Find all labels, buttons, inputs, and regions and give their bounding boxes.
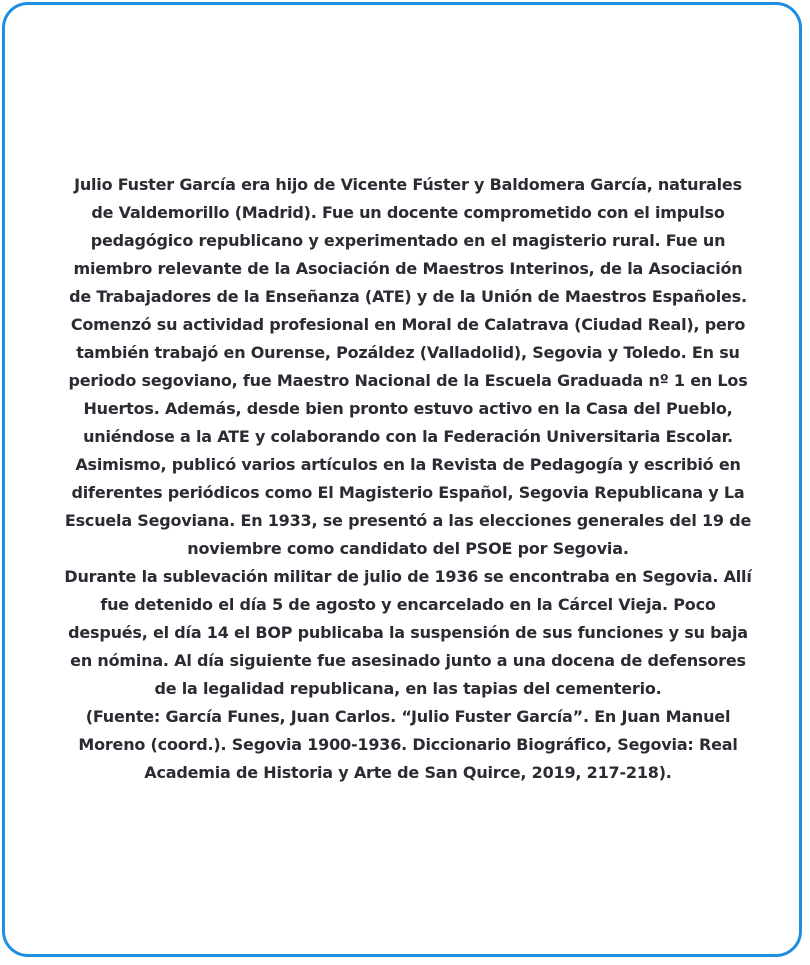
source-citation: (Fuente: García Funes, Juan Carlos. “Julio Fuster García”. En Juan Manuel Moreno (coord.). Segovia 1900-1936. Diccionario Biográfico, Segovia: Real Academia de Historia y Arte de San Quirce, 2019, 217-218).: [78, 707, 738, 782]
biography-card: [2, 2, 802, 957]
biography-paragraph-2: Durante la sublevación militar de julio de 1936 se encontraba en Segovia. Allí fue detenido el día 5 de agosto y encarcelado en la Cárcel Vieja. Poco después, el día 14 el BOP publicaba la suspensión de sus funciones y su baja en nómina. Al día siguiente fue asesinado junto a una docena de defensores de la legalidad republicana, en las tapias del cementerio.: [64, 567, 752, 698]
biography-paragraph-1: Julio Fuster García era hijo de Vicente Fúster y Baldomera García, naturales de Valdemorillo (Madrid). Fue un docente comprometido con el impulso pedagógico republicano y experimentado en el magisterio rural. Fue un miembro relevante de la Asociación de Maestros Interinos, de la Asociación de Trabajadores de la Enseñanza (ATE) y de la Unión de Maestros Españoles. Comenzó su actividad profesional en Moral de Calatrava (Ciudad Real), pero también trabajó en Ourense, Pozáldez (Valladolid), Segovia y Toledo. En su periodo segoviano, fue Maestro Nacional de la Escuela Graduada nº 1 en Los Huertos. Además, desde bien pronto estuvo activo en la Casa del Pueblo, uniéndose a la ATE y colaborando con la Federación Universitaria Escolar. Asimismo, publicó varios artículos en la Revista de Pedagogía y escribió en diferentes periódicos como El Magisterio Español, Segovia Republicana y La Escuela Segoviana. En 1933, se presentó a las elecciones generales del 19 de noviembre como candidato del PSOE por Segovia.: [64, 175, 752, 558]
biography-text: [63, 171, 753, 787]
